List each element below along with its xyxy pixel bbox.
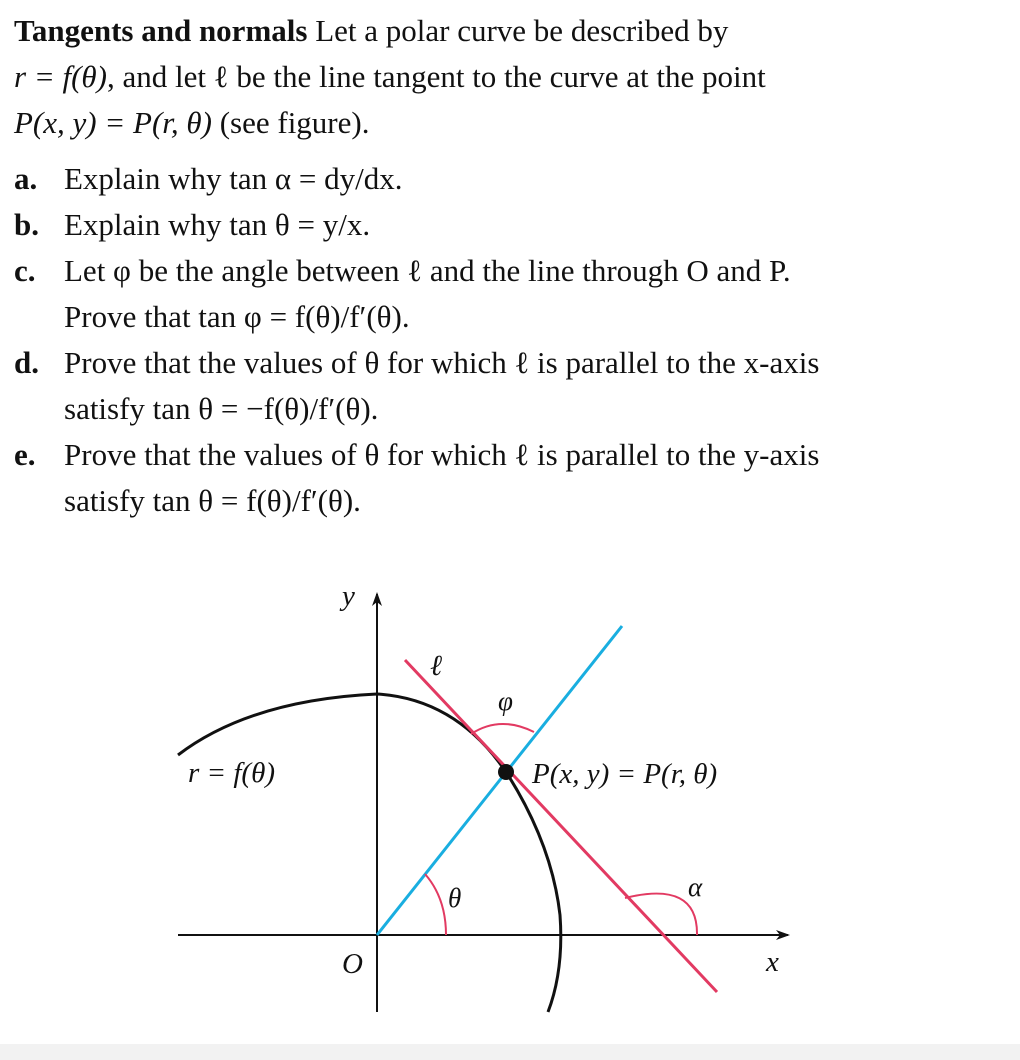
- part-label: c.: [14, 253, 36, 288]
- polar-curve: [178, 694, 561, 1012]
- problem-intro: [14, 8, 1004, 146]
- x-axis-label: x: [766, 946, 779, 978]
- part-label: a.: [14, 161, 38, 196]
- intro-text-2: , and let ℓ be the line tangent to the curve at the point: [106, 59, 766, 94]
- part-line: Explain why tan α = dy/dx.: [64, 161, 403, 196]
- footer-strip: [0, 1044, 1020, 1060]
- part-a: [14, 156, 1004, 202]
- part-line: satisfy tan θ = f(θ)/f′(θ).: [64, 483, 361, 518]
- intro-equation-1: r = f(θ): [14, 59, 107, 94]
- angle-phi-arc: [471, 724, 534, 734]
- part-line: Prove that the values of θ for which ℓ is parallel to the y-axis: [64, 437, 820, 472]
- part-label: e.: [14, 437, 36, 472]
- part-c: [14, 248, 1004, 340]
- point-label: P(x, y) = P(r, θ): [532, 758, 718, 790]
- origin-label: O: [342, 948, 363, 980]
- part-line: Let φ be the angle between ℓ and the line through O and P.: [64, 253, 791, 288]
- problem-text: [14, 8, 1004, 524]
- intro-equation-2: P(x, y) = P(r, θ): [14, 105, 212, 140]
- angle-phi-label: φ: [498, 686, 513, 716]
- figure-diagram: [0, 560, 1020, 1040]
- part-label: b.: [14, 207, 39, 242]
- y-axis-label: y: [342, 580, 355, 612]
- part-e: [14, 432, 1004, 524]
- angle-alpha-label: α: [688, 872, 703, 902]
- part-line: Explain why tan θ = y/x.: [64, 207, 371, 242]
- intro-text-1: Let a polar curve be described by: [307, 13, 729, 48]
- polar-tangent-figure: [0, 560, 1020, 1040]
- intro-text-3: (see figure).: [211, 105, 370, 140]
- tangent-label: ℓ: [430, 650, 443, 682]
- part-line: satisfy tan θ = −f(θ)/f′(θ).: [64, 391, 379, 426]
- part-b: [14, 202, 1004, 248]
- part-d: [14, 340, 1004, 432]
- angle-theta-arc: [425, 874, 446, 935]
- part-line: Prove that the values of θ for which ℓ is parallel to the x-axis: [64, 345, 820, 380]
- problem-title: Tangents and normals: [14, 13, 308, 48]
- angle-alpha-arc: [625, 894, 697, 935]
- part-line: Prove that tan φ = f(θ)/f′(θ).: [64, 299, 410, 334]
- curve-label: r = f(θ): [188, 757, 275, 789]
- part-label: d.: [14, 345, 39, 380]
- point-p: [498, 764, 514, 780]
- angle-theta-label: θ: [448, 883, 462, 913]
